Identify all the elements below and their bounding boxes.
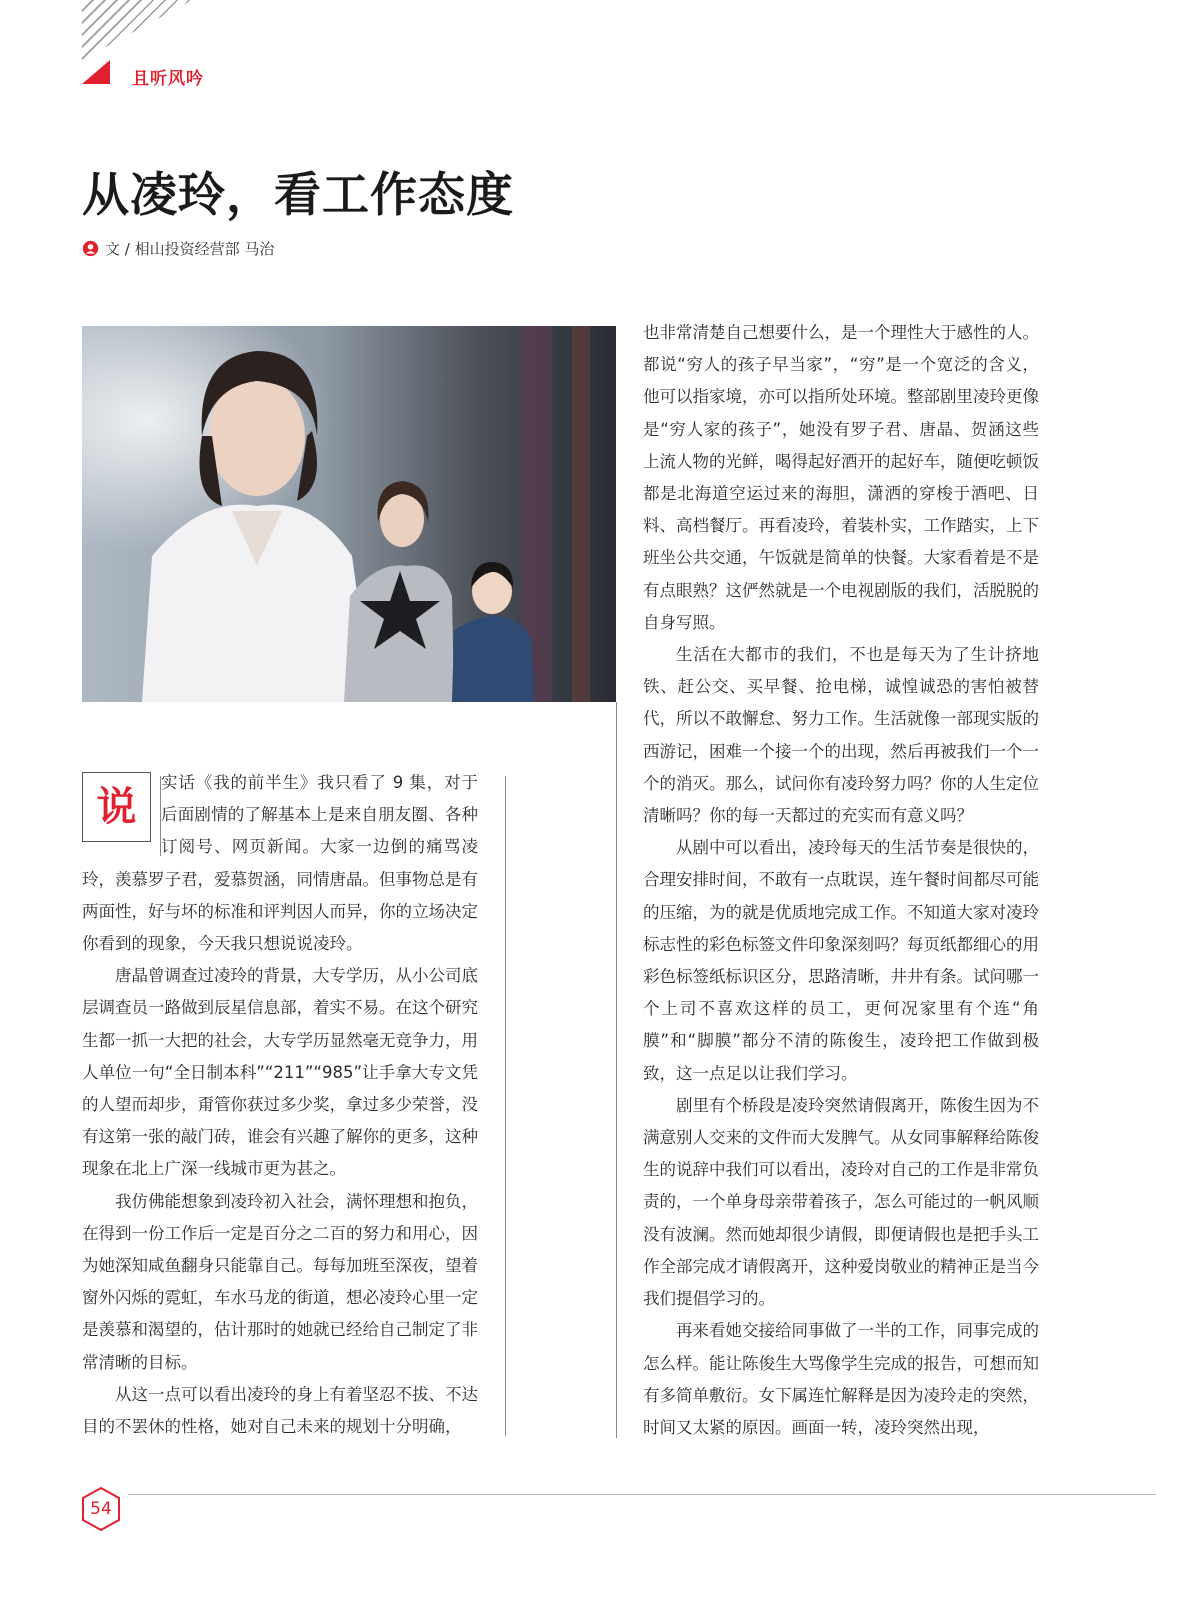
- paragraph: 剧里有个桥段是凌玲突然请假离开，陈俊生因为不满意别人交来的文件而大发脾气。从女同事解释给陈俊生的说辞中我们可以看出，凌玲对自己的工作是非常负责的，一个单身母亲带着孩子，怎么可能过的一帆风顺没有波澜。然而她却很少请假，即便请假也是把手头工作全部完成才请假离开，这种爱岗敬业的精神正是当今我们提倡学习的。: [643, 1095, 1039, 1309]
- paragraph: 唐晶曾调查过凌玲的背景，大专学历，从小公司底层调查员一路做到辰星信息部，着实不易。在这个研究生都一抓一大把的社会，大专学历显然毫无竞争力，用人单位一句“全日制本科”“211”“985”让手拿大专文凭的人望而却步，甭管你获过多少奖，拿过多少荣誉，没有这第一张的敲门砖，谁会有兴趣了解你的更多，这种现象在北上广深一线城市更为甚之。: [82, 966, 478, 1179]
- right-column-text: [643, 317, 1039, 1444]
- footer-rule: [128, 1494, 1156, 1495]
- section-tag: 且听风吟: [132, 69, 204, 89]
- left-column-rule: [505, 776, 506, 1436]
- author-icon: [82, 240, 99, 257]
- paragraph: 实话《我的前半生》我只看了 9 集，对于后面剧情的了解基本上是来自朋友圈、各种订阅号、网页新闻。大家一边倒的痛骂凌玲，羡慕罗子君，爱慕贺涵，同情唐晶。但事物总是有两面性，好与坏的标准和评判因人而异，你的立场决定你看到的现象，今天我只想说说凌玲。: [82, 773, 478, 954]
- decorative-hatch: [82, 0, 192, 60]
- paragraph: 我仿佛能想象到凌玲初入社会，满怀理想和抱负，在得到一份工作后一定是百分之二百的努力和用心，因为她深知咸鱼翻身只能靠自己。每每加班至深夜，望着窗外闪烁的霓虹，车水马龙的街道，想必凌玲心里一定是羡慕和渴望的，估计那时的她就已经给自己制定了非常清晰的目标。: [82, 1191, 478, 1372]
- paragraph: 生活在大都市的我们，不也是每天为了生计挤地铁、赶公交、买早餐、抢电梯，诚惶诚恐的害怕被替代，所以不敢懈怠、努力工作。生活就像一部现实版的西游记，困难一个接一个的出现，然后再被我们一个一个的消灭。那么，试问你有凌玲努力吗？你的人生定位清晰吗？你的每一天都过的充实而有意义吗？: [643, 645, 1039, 826]
- column-divider: [616, 702, 617, 1438]
- page-number: 54: [90, 1499, 112, 1519]
- article-title: 从凌玲，看工作态度: [82, 168, 514, 223]
- paragraph: 从剧中可以看出，凌玲每天的生活节奏是很快的，合理安排时间，不敢有一点耽误，连午餐时间都尽可能的压缩，为的就是优质地完成工作。不知道大家对凌玲标志性的彩色标签文件印象深刻吗？每页纸都细心的用彩色标签纸标识区分，思路清晰，井井有条。试问哪一个上司不喜欢这样的员工，更何况家里有个连“角膜”和“脚膜”都分不清的陈俊生，凌玲把工作做到极致，这一点足以让我们学习。: [643, 838, 1039, 1083]
- dropcap-divider: [160, 776, 161, 856]
- left-column-text: [82, 767, 478, 1443]
- drama-still-photo: [82, 326, 616, 702]
- byline: [82, 238, 274, 259]
- paragraph: 再来看她交接给同事做了一半的工作，同事完成的怎么样。能让陈俊生大骂像学生完成的报告，可想而知有多简单敷衍。女下属连忙解释是因为凌玲走的突然，时间又太紧的原因。画面一转，凌玲突然出现，: [643, 1321, 1039, 1437]
- byline-text: 文 / 相山投资经营部 马治: [105, 240, 275, 258]
- section-marker: [82, 60, 110, 84]
- paragraph: 也非常清楚自己想要什么，是一个理性大于感性的人。都说“穷人的孩子早当家”，“穷”是一个宽泛的含义，他可以指家境，亦可以指所处环境。整部剧里凌玲更像是“穷人家的孩子”，她没有罗子君、唐晶、贺涵这些上流人物的光鲜，喝得起好酒开的起好车，随便吃顿饭都是北海道空运过来的海胆，潇洒的穿梭于酒吧、日料、高档餐厅。再看凌玲，着装朴实，工作踏实，上下班坐公共交通，午饭就是简单的快餐。大家看着是不是有点眼熟？这俨然就是一个电视剧版的我们，活脱脱的自身写照。: [643, 323, 1039, 632]
- paragraph: 从这一点可以看出凌玲的身上有着坚忍不拔、不达目的不罢休的性格，她对自己未来的规划十分明确，: [82, 1384, 478, 1437]
- drop-cap: 说: [82, 772, 151, 842]
